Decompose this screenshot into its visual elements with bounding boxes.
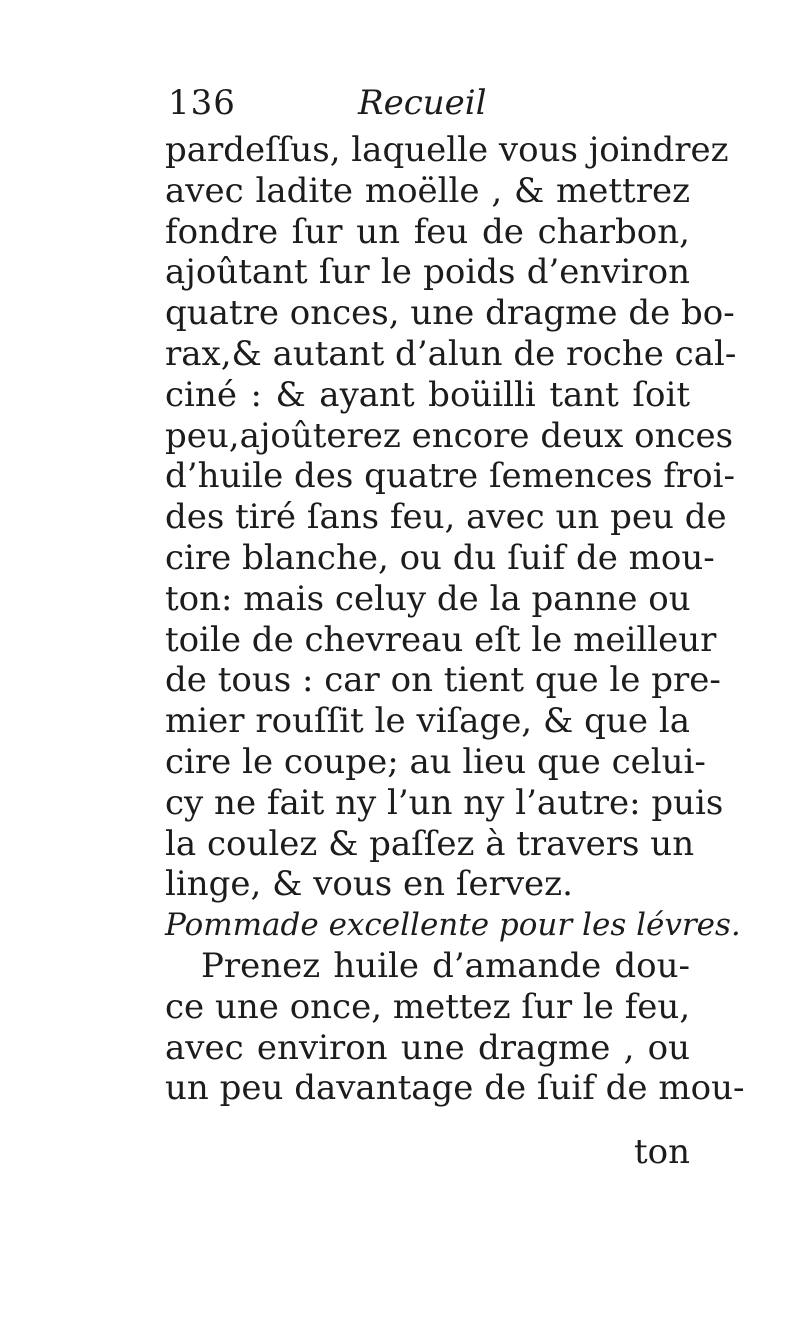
text-line: ciné : & ayant boüilli tant ſoit — [165, 374, 690, 415]
section-heading: Pommade excellente pour les lévres. — [165, 907, 741, 944]
text-line: peu,ajoûterez encore deux onces — [165, 415, 734, 456]
text-line: fondre ſur un feu de charbon, — [165, 211, 690, 252]
catchword: ton — [633, 1132, 690, 1172]
text-line: rax,& autant d’alun de roche cal- — [165, 333, 737, 374]
text-line: de tous : car on tient que le pre- — [165, 660, 721, 701]
text-line: ajoûtant ſur le poids d’environ — [165, 252, 690, 293]
text-line: quatre onces, une dragme de bo- — [165, 293, 735, 334]
text-line: ce une once, mettez ſur le feu, — [165, 986, 691, 1027]
page-number: 136 — [168, 83, 236, 123]
body-text — [165, 130, 745, 1109]
text-line: la coulez & paſſez à travers un — [165, 823, 695, 864]
text-line: ton: mais celuy de la panne ou — [165, 578, 691, 619]
text-line: linge, & vous en ſervez. — [165, 864, 573, 905]
text-line: cire blanche, ou du ſuif de mou- — [165, 537, 715, 578]
text-line: avec environ une dragme , ou — [165, 1027, 690, 1068]
text-line: cire le coupe; au lieu que celui- — [165, 741, 706, 782]
text-line: pardeſſus, laquelle vous joindrez — [165, 130, 729, 170]
running-head: Recueil — [358, 83, 487, 123]
text-line: mier rouſſit le viſage, & que la — [165, 701, 690, 742]
text-line: toile de chevreau eſt le meilleur — [165, 619, 717, 660]
text-line: avec ladite moëlle , & mettrez — [165, 170, 690, 211]
text-line: des tiré ſans feu, avec un peu de — [165, 497, 727, 538]
page-header — [168, 78, 688, 128]
text-line: d’huile des quatre ſemences froi- — [165, 456, 736, 497]
text-line: cy ne fait ny l’un ny l’autre: puis — [165, 782, 724, 823]
text-line: Prenez huile d’amande dou- — [201, 945, 690, 986]
text-line: un peu davantage de ſuif de mou- — [165, 1068, 745, 1109]
